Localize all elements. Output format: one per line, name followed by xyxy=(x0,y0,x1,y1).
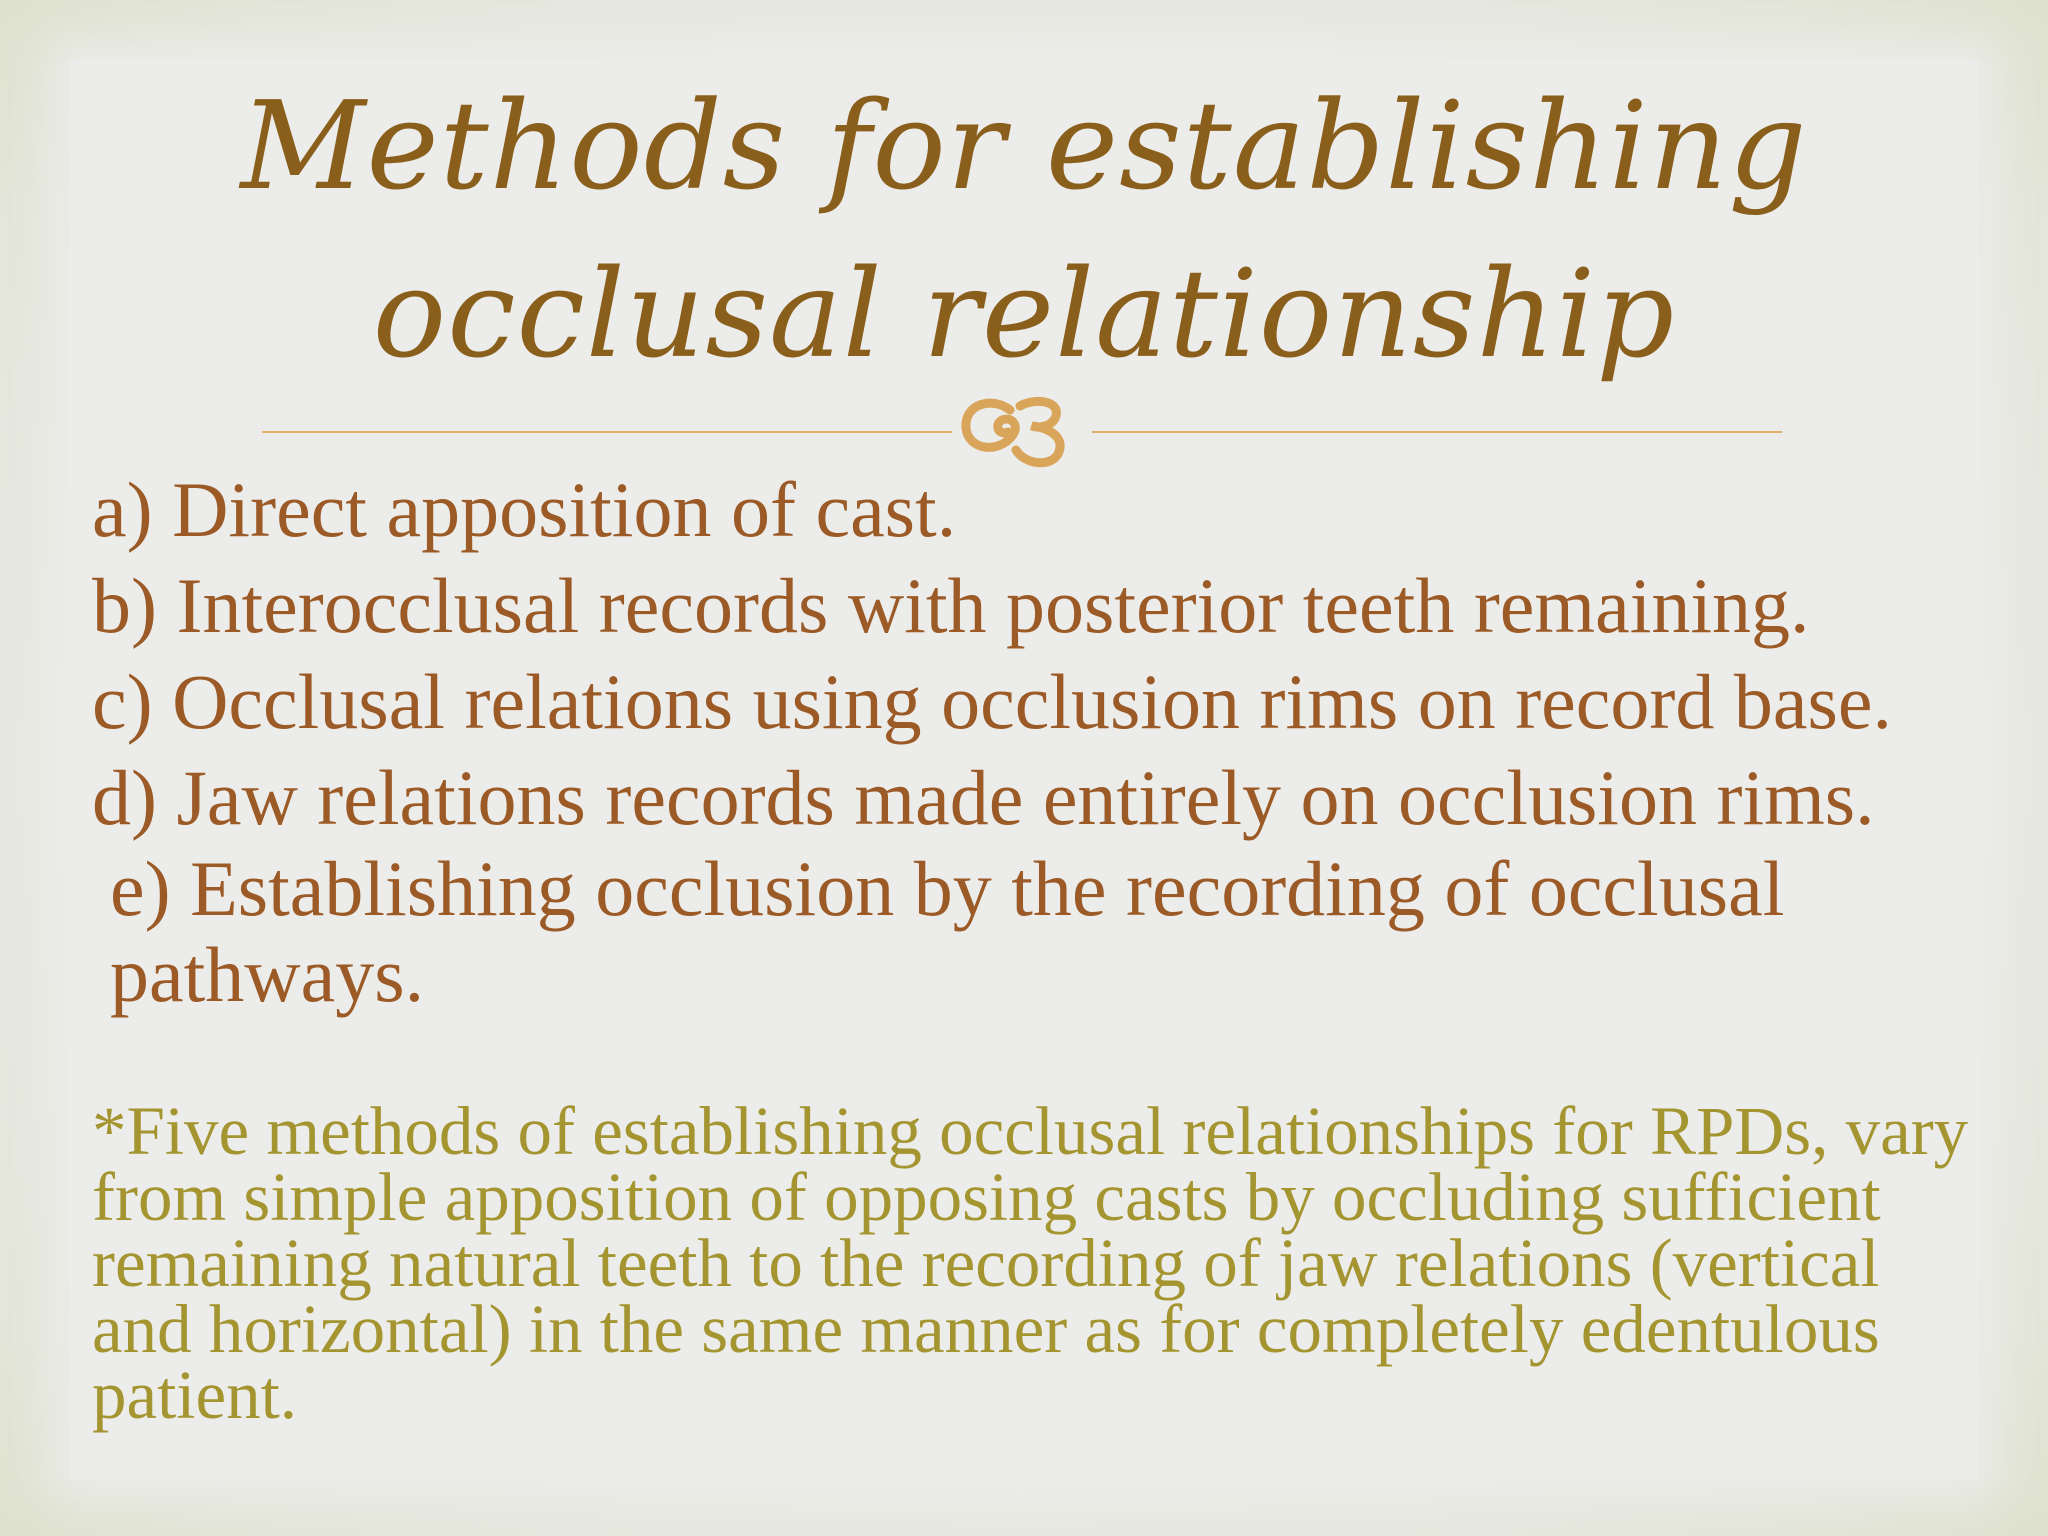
footnote: *Five methods of establishing occlusal relationships for RPDs, vary from simple apposition of opposing casts by occluding sufficient remaining natural teeth to the recording of jaw relations (vertical and horizontal) in the same manner as for completely edentulous patient. xyxy=(92,1093,1969,1433)
list-item: b) Interocclusal records with posterior teeth remaining. xyxy=(92,562,1810,649)
divider-line-right xyxy=(1092,431,1782,433)
flourish-icon xyxy=(952,388,1092,468)
methods-list xyxy=(92,462,1992,1018)
divider-line-left xyxy=(262,431,952,433)
list-item: a) Direct apposition of cast. xyxy=(92,466,957,553)
title-line-1: Methods for establishing xyxy=(240,75,1808,217)
title-line-2: occlusal relationship xyxy=(372,243,1676,385)
list-item: c) Occlusal relations using occlusion rims on record base. xyxy=(92,658,1892,745)
slide-title xyxy=(0,62,2048,398)
list-item: d) Jaw relations records made entirely on occlusion rims. xyxy=(92,754,1875,841)
list-item: e) Establishing occlusion by the recording of occlusal pathways. xyxy=(110,845,1785,1018)
